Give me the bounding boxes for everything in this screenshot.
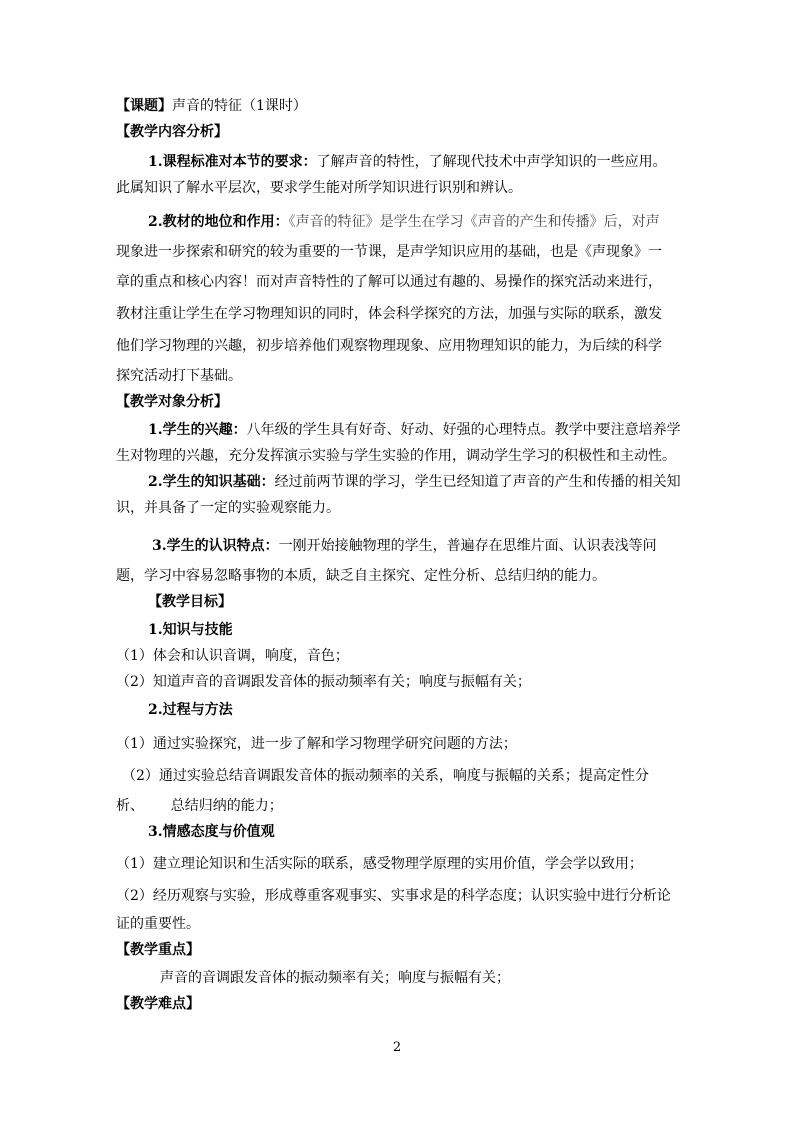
cognitive-traits-line2: 题，学习中容易忽略事物的本质，缺乏自主探究、定性分析、总结归纳的能力。 (116, 568, 606, 584)
attitudes-values-item2-line2: 证的重要性。 (116, 916, 200, 932)
curriculum-standard-line2: 此属知识了解水平层次，要求学生能对所学知识进行识别和辨认。 (116, 180, 522, 196)
process-methods-item2-line1: （2）通过实验总结音调跟发音体的振动频率的关系，响度与振幅的关系；提高定性分 (122, 768, 649, 784)
key-points-text: 声音的音调跟发音体的振动频率有关；响度与振幅有关； (160, 970, 510, 986)
cognitive-traits-label: 3.学生的认识特点： (152, 538, 279, 554)
student-interest-text1: 八年级的学生具有好奇、好动、好强的心理特点。教学中要注意培养学 (246, 422, 681, 438)
cognitive-traits-line1 (152, 536, 657, 556)
curriculum-standard-label: 1.课程标准对本节的要求： (148, 154, 317, 170)
key-points-heading: 【教学重点】 (116, 942, 200, 958)
student-interest-label: 1.学生的兴趣： (148, 422, 247, 438)
knowledge-base-line1 (148, 472, 681, 492)
object-analysis-heading: 【教学对象分析】 (116, 394, 228, 410)
textbook-role-line4: 教材注重让学生在学习物理知识的同时，体会科学探究的方法，加强与实际的联系，激发 (116, 306, 662, 322)
textbook-role-line2: 现象进一步探索和研究的较为重要的一节课，是声学知识应用的基础，也是《声现象》一 (116, 244, 662, 260)
textbook-role-label: 2.教材的地位和作用： (148, 214, 289, 230)
knowledge-skills-title: 1.知识与技能 (148, 622, 233, 638)
curriculum-standard-line1 (148, 152, 667, 172)
attitudes-values-title: 3.情感态度与价值观 (148, 824, 275, 840)
attitudes-values-item1: （1）建立理论知识和生活实际的联系，感受物理学原理的实用价值，学会学以致用； (116, 856, 643, 872)
content-analysis-heading: 【教学内容分析】 (116, 124, 228, 140)
curriculum-standard-text1: 了解声音的特性，了解现代技术中声学知识的一些应用。 (316, 154, 667, 170)
page-number: 2 (392, 1040, 402, 1055)
attitudes-values-item2-line1: （2）经历观察与实验，形成尊重客观事实、实事求是的科学态度；认识实验中进行分析论 (116, 888, 671, 904)
topic-line (116, 96, 307, 116)
topic-label: 【课题】 (116, 98, 172, 114)
knowledge-base-line2: 识，并具备了一定的实验观察能力。 (116, 500, 340, 516)
textbook-role-text1: 《声音的特征》是学生在学习《声音的产生和传播》后，对声 (288, 214, 660, 230)
knowledge-base-label: 2.学生的知识基础： (148, 474, 275, 490)
goals-heading: 【教学目标】 (148, 594, 232, 610)
knowledge-skills-item1: （1）体会和认识音调，响度，音色； (116, 648, 349, 664)
textbook-role-line3: 章的重点和核心内容！而对声音特性的了解可以通过有趣的、易操作的探究活动来进行， (116, 274, 662, 290)
cognitive-traits-text1: 一刚开始接触物理的学生，普遍存在思维片面、认识表浅等问 (278, 538, 657, 554)
textbook-role-line5: 他们学习物理的兴趣，初步培养他们观察物理现象、应用物理知识的能力，为后续的科学 (116, 338, 662, 354)
topic-title: 声音的特征（1课时） (172, 98, 307, 114)
knowledge-skills-item2: （2）知道声音的音调跟发音体的振动频率有关；响度与振幅有关； (116, 674, 531, 690)
student-interest-line1 (148, 420, 681, 440)
knowledge-base-text1: 经过前两节课的学习，学生已经知道了声音的产生和传播的相关知 (274, 474, 681, 490)
process-methods-title: 2.过程与方法 (148, 702, 233, 718)
difficulty-heading: 【教学难点】 (116, 996, 200, 1012)
textbook-role-line1 (148, 212, 660, 232)
process-methods-item2-line2: 析、 总结归纳的能力； (116, 798, 283, 814)
textbook-role-line6: 探究活动打下基础。 (116, 368, 242, 384)
process-methods-item1: （1）通过实验探究，进一步了解和学习物理学研究问题的方法； (116, 736, 517, 752)
student-interest-line2: 生对物理的兴趣，充分发挥演示实验与学生实验的作用，调动学生学习的积极性和主动性。 (116, 448, 676, 464)
